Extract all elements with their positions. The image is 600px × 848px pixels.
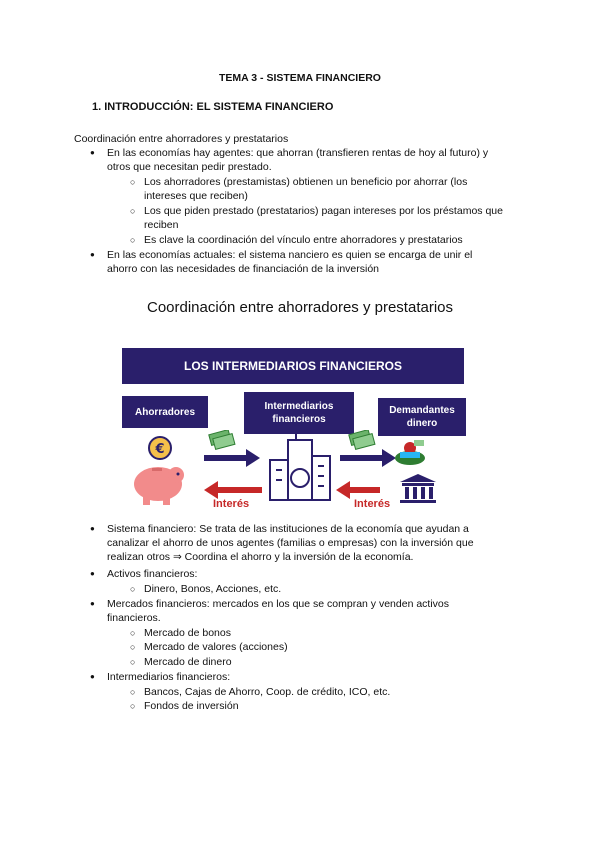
bullet-icon: ● <box>90 672 95 681</box>
buildings-icon <box>270 432 330 500</box>
piggy-bank-icon <box>134 467 184 505</box>
list-item-text: Intermediarios financieros: <box>107 671 231 683</box>
list-item <box>90 522 474 564</box>
list-item-text: En las economías actuales: el sistema nanciero es quien se encarga de unir el <box>107 249 473 261</box>
list-item <box>90 567 198 581</box>
bullet-icon: ● <box>90 524 95 533</box>
list-item-text: Activos financieros: <box>107 568 198 580</box>
list-item-text: Los que piden prestado (prestatarios) pagan intereses por los préstamos que <box>144 205 503 217</box>
bullet-icon: ● <box>90 599 95 608</box>
list-item-text: reciben <box>144 219 179 231</box>
list-item-text: intereses que reciben) <box>144 190 248 202</box>
savers-box: Ahorradores <box>122 396 208 428</box>
intermediaries-label: financieros <box>272 414 326 425</box>
arrow-left-icon <box>336 481 380 499</box>
circle-bullet-icon: ○ <box>130 642 136 652</box>
list-item <box>90 248 473 276</box>
list-item <box>90 597 450 625</box>
intro-lead: Coordinación entre ahorradores y prestatarios <box>74 133 289 145</box>
list-item-text: Sistema financiero: Se trata de las instituciones de la economía que ayudan a <box>107 523 469 535</box>
svg-text:€: € <box>155 442 165 457</box>
bank-icon <box>400 474 436 503</box>
list-subitem <box>130 582 282 596</box>
list-item-text: otros que necesitan pedir prestado. <box>107 161 272 173</box>
document-title: TEMA 3 - SISTEMA FINANCIERO <box>219 72 381 84</box>
circle-bullet-icon: ○ <box>130 628 136 638</box>
interest-label-left: Interés <box>213 498 250 510</box>
list-item-text: En las economías hay agentes: que ahorran (transfieren rentas de hoy al futuro) y <box>107 147 489 159</box>
list-item <box>90 146 489 174</box>
list-subitem <box>130 626 231 640</box>
list-subitem <box>130 685 391 699</box>
list-item-text: realizan otros ⇒ Coordina el ahorro y la inversión de la economía. <box>107 551 414 563</box>
person-money-icon <box>395 440 425 465</box>
circle-bullet-icon: ○ <box>130 235 136 245</box>
circle-bullet-icon: ○ <box>130 687 136 697</box>
euro-coin-icon <box>149 437 171 459</box>
borrowers-label: Demandantes <box>389 405 455 416</box>
list-item-text: canalizar el ahorro de unos agentes (familias o empresas) con la inversión que <box>107 537 474 549</box>
list-item-text: Dinero, Bonos, Acciones, etc. <box>144 583 282 595</box>
circle-bullet-icon: ○ <box>130 177 136 187</box>
intermediaries-box <box>244 392 354 434</box>
banknotes-icon <box>209 430 235 449</box>
bullet-icon: ● <box>90 569 95 578</box>
arrow-left-icon <box>204 481 262 499</box>
list-item-text: Mercado de bonos <box>144 627 231 639</box>
list-item <box>90 670 231 684</box>
list-item-text: Fondos de inversión <box>144 700 239 712</box>
circle-bullet-icon: ○ <box>130 206 136 216</box>
list-item-text: Bancos, Cajas de Ahorro, Coop. de crédito, ICO, etc. <box>144 686 391 698</box>
circle-bullet-icon: ○ <box>130 584 136 594</box>
bullet-icon: ● <box>90 148 95 157</box>
list-subitem <box>130 175 468 203</box>
intermediaries-label: Intermediarios <box>264 401 334 412</box>
list-subitem <box>130 640 288 654</box>
circle-bullet-icon: ○ <box>130 701 136 711</box>
section-heading: 1. INTRODUCCIÓN: EL SISTEMA FINANCIERO <box>92 101 334 113</box>
list-item-text: Mercado de valores (acciones) <box>144 641 288 653</box>
list-item-text: Mercado de dinero <box>144 656 232 668</box>
borrowers-label: dinero <box>406 418 438 429</box>
list-item-text: financieros. <box>107 612 161 624</box>
arrow-right-icon <box>204 449 260 467</box>
list-subitem <box>130 699 239 713</box>
bullet-icon: ● <box>90 250 95 259</box>
interest-label-right: Interés <box>354 498 391 510</box>
list-subitem <box>130 204 503 232</box>
list-subitem <box>130 233 463 247</box>
banknotes-icon <box>349 430 375 449</box>
arrow-right-icon <box>340 449 396 467</box>
figure-banner: LOS INTERMEDIARIOS FINANCIEROS <box>122 348 464 384</box>
circle-bullet-icon: ○ <box>130 657 136 667</box>
list-item-text: ahorro con las necesidades de financiación de la inversión <box>107 263 380 275</box>
financial-flow-illustration <box>118 430 478 515</box>
list-item-text: Es clave la coordinación del vínculo entre ahorradores y prestatarios <box>144 234 463 246</box>
list-item-text: Los ahorradores (prestamistas) obtienen un beneficio por ahorrar (los <box>144 176 468 188</box>
list-item-text: Mercados financieros: mercados en los que se compran y venden activos <box>107 598 450 610</box>
figure-title: Coordinación entre ahorradores y prestatarios <box>147 299 453 316</box>
list-subitem <box>130 655 232 669</box>
